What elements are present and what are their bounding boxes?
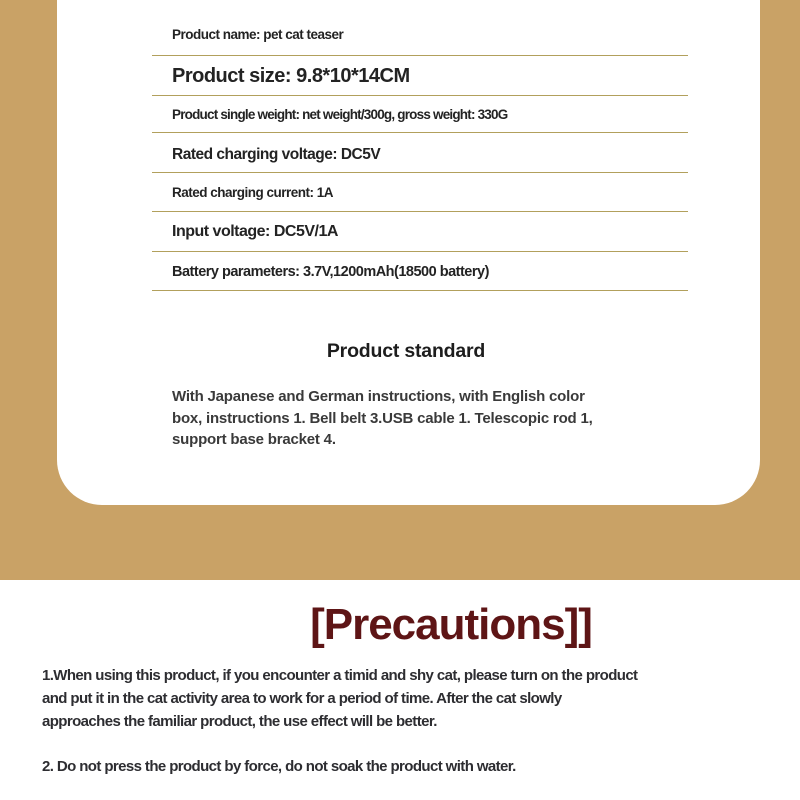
product-standard-text [172,386,688,451]
spec-row-charging-current [152,173,688,212]
spec-row-battery-parameters [152,252,688,291]
text-line: 2. Do not press the product by force, do not soak the product with water. [42,758,516,775]
spec-text: Product name: pet cat teaser [172,27,344,42]
spec-row-input-voltage [152,212,688,252]
text-line: box, instructions 1. Bell belt 3.USB cable 1. Telescopic rod 1, [172,409,593,427]
spec-row-product-weight [152,96,688,133]
spec-text: Rated charging voltage: DC5V [172,146,381,163]
spec-row-product-size [152,56,688,96]
spec-row-product-name [152,0,688,56]
spec-text: Rated charging current: 1A [172,185,334,200]
spec-text: Battery parameters: 3.7V,1200mAh(18500 battery) [172,264,489,280]
text-line: support base bracket 4. [172,431,336,448]
spec-card [57,0,760,505]
precaution-item-1 [42,664,757,733]
precaution-item-2 [42,755,757,778]
precautions-section [0,580,800,800]
spec-text: Product single weight: net weight/300g, gross weight: 330G [172,107,508,122]
spec-rows [152,0,688,451]
text-line: 1.When using this product, if you encounter a timid and shy cat, please turn on the product [42,667,638,684]
text-line: With Japanese and German instructions, with English color [172,388,585,405]
spec-row-charging-voltage [152,133,688,173]
text-line: and put it in the cat activity area to work for a period of time. After the cat slowly [42,690,562,707]
product-standard-title: Product standard [326,340,486,362]
precautions-title: [Precautions]] [310,600,592,649]
spec-text: Product size: 9.8*10*14CM [172,65,410,87]
text-line: approaches the familiar product, the use effect will be better. [42,713,437,730]
spec-text: Input voltage: DC5V/1A [172,223,338,240]
